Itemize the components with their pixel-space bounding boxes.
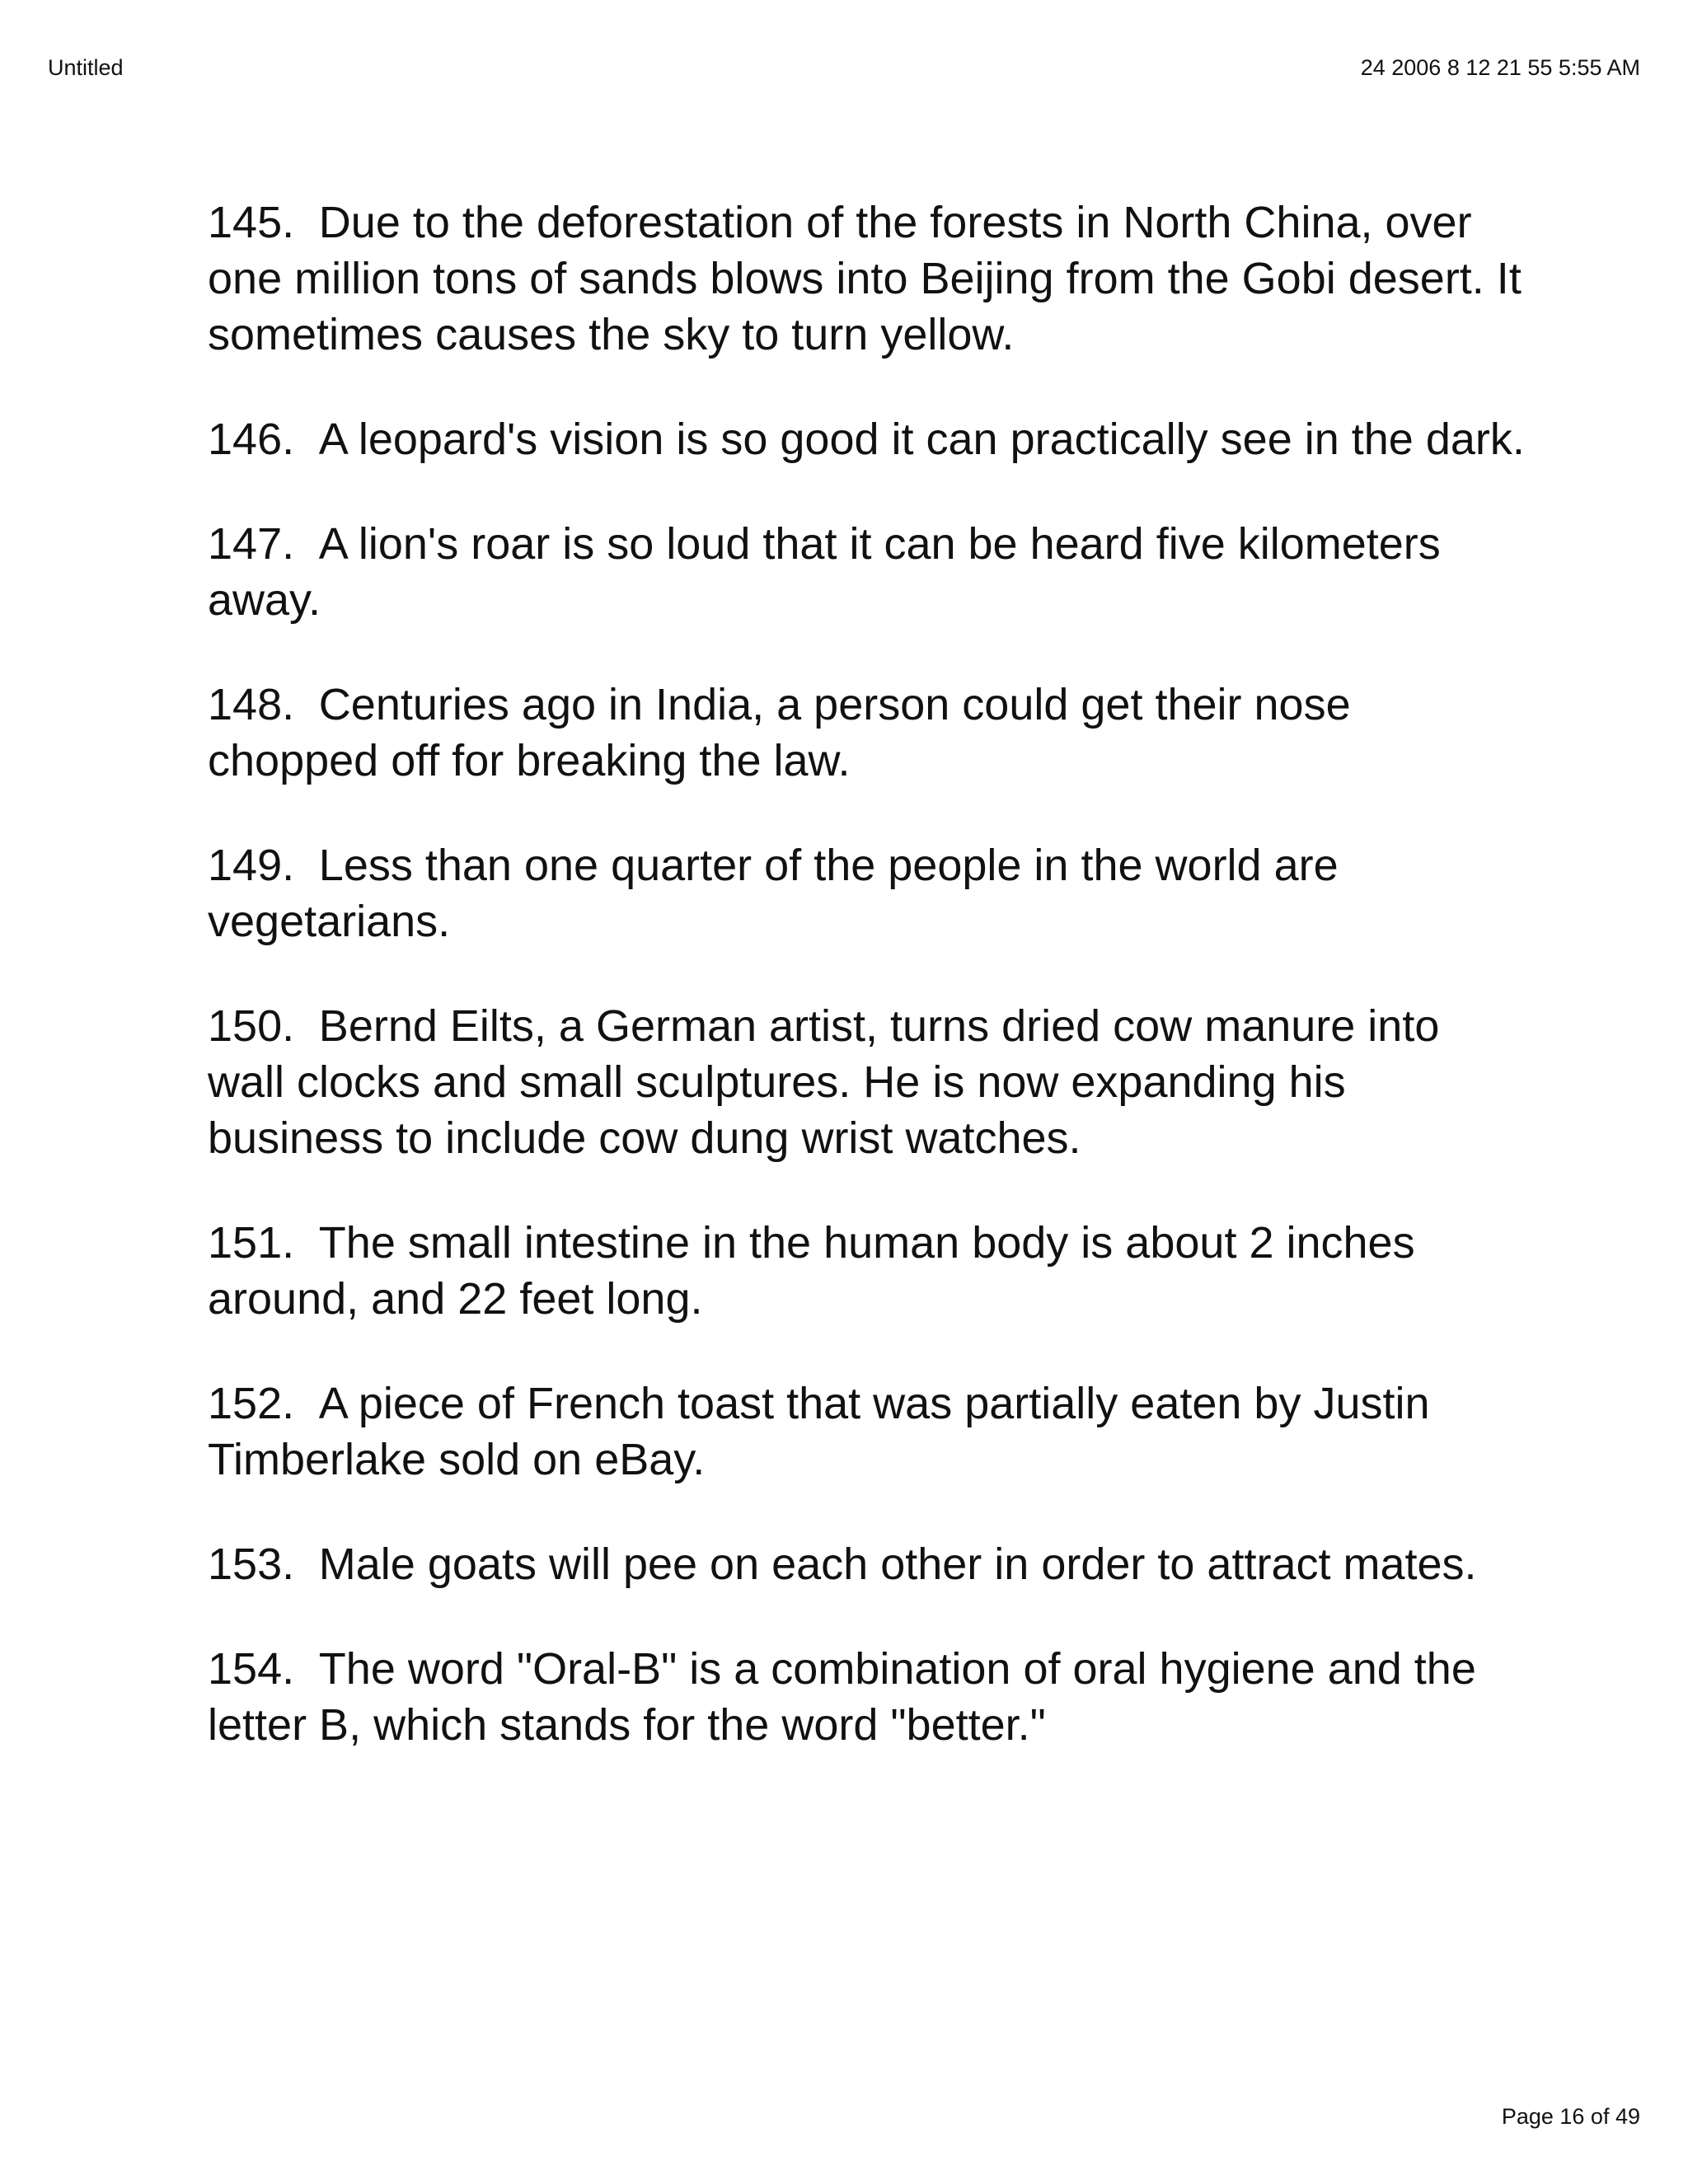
print-timestamp: 24 2006 8 12 21 55 5:55 AM <box>1360 55 1640 80</box>
fact-text: Male goats will pee on each other in order to attract mates. <box>318 1540 1477 1589</box>
fact-text: Centuries ago in India, a person could get their nose chopped off for breaking the law. <box>208 680 1351 785</box>
fact-number: 154. <box>208 1644 295 1694</box>
fact-item <box>208 411 1526 467</box>
fact-text: Bernd Eilts, a German artist, turns dried cow manure into wall clocks and small sculptures. He is now expanding his business to include cow dung wrist watches. <box>208 1001 1440 1163</box>
fact-text: A leopard's vision is so good it can practically see in the dark. <box>318 415 1525 464</box>
fact-number: 146. <box>208 415 295 464</box>
fact-text: A piece of French toast that was partially eaten by Justin Timberlake sold on eBay. <box>208 1379 1430 1484</box>
fact-item <box>208 1215 1526 1327</box>
fact-item <box>208 194 1526 363</box>
page-number: Page 16 of 49 <box>1501 2104 1640 2129</box>
fact-text: A lion's roar is so loud that it can be heard five kilometers away. <box>208 519 1441 625</box>
fact-text: The small intestine in the human body is about 2 inches around, and 22 feet long. <box>208 1218 1415 1324</box>
fact-text: Due to the deforestation of the forests in North China, over one million tons of sands blows into Beijing from the Gobi desert. It sometimes causes the sky to turn yellow. <box>208 198 1522 359</box>
document-title: Untitled <box>48 55 124 80</box>
fact-number: 145. <box>208 198 295 247</box>
fact-list <box>208 194 1526 1802</box>
fact-number: 148. <box>208 680 295 729</box>
fact-number: 151. <box>208 1218 295 1268</box>
fact-text: The word "Oral-B" is a combination of oral hygiene and the letter B, which stands for the word "better." <box>208 1644 1476 1750</box>
fact-item <box>208 516 1526 628</box>
fact-number: 150. <box>208 1001 295 1051</box>
fact-item <box>208 677 1526 789</box>
fact-text: Less than one quarter of the people in the world are vegetarians. <box>208 841 1339 946</box>
fact-item <box>208 998 1526 1166</box>
fact-number: 149. <box>208 841 295 890</box>
fact-item <box>208 1536 1526 1592</box>
fact-number: 153. <box>208 1540 295 1589</box>
page-header <box>48 51 1640 84</box>
fact-number: 147. <box>208 519 295 569</box>
fact-item <box>208 1641 1526 1753</box>
fact-item <box>208 837 1526 949</box>
fact-number: 152. <box>208 1379 295 1428</box>
fact-item <box>208 1376 1526 1488</box>
